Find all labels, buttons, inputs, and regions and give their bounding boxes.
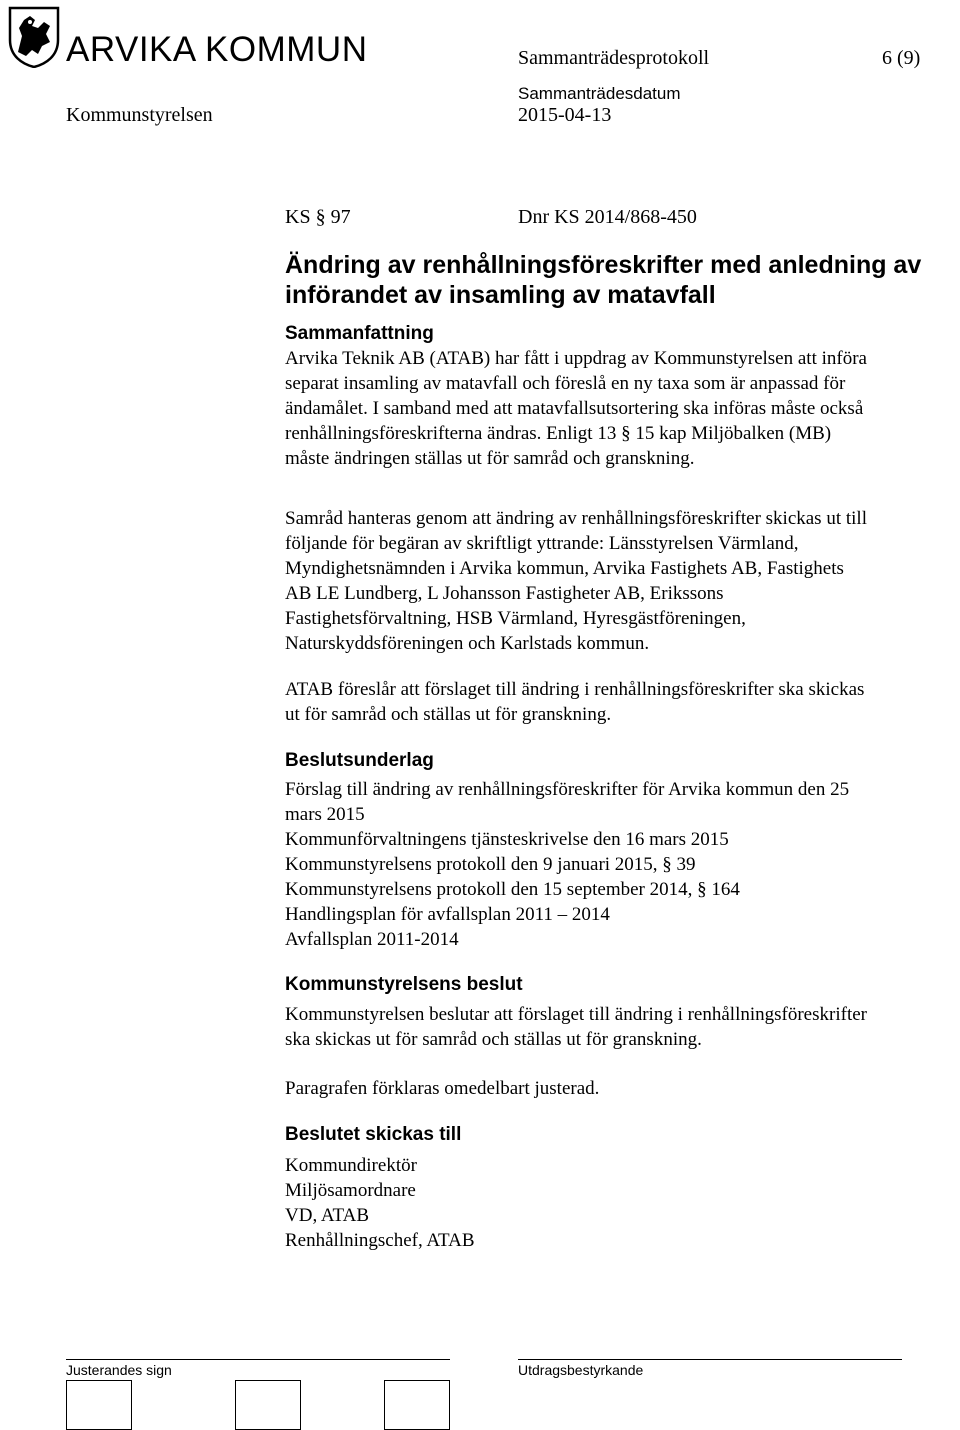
document-type: Sammanträdesprotokoll [518,47,710,69]
list-item: VD, ATAB [285,1205,369,1226]
signature-box [384,1380,450,1430]
list-item: Handlingsplan för avfallsplan 2011 – 2014 [285,904,610,925]
case-title [285,250,921,310]
summary-paragraph-2 [285,506,867,656]
signature-label: Justerandes sign [66,1362,172,1378]
meeting-date-label: Sammanträdesdatum [518,84,681,103]
section-heading-summary: Sammanfattning [285,323,434,344]
case-number: KS § 97 [285,206,351,228]
section-heading-decision: Kommunstyrelsens beslut [285,974,523,995]
text-line: Paragrafen förklaras omedelbart justerad. [285,1078,600,1099]
list-item: Kommunstyrelsens protokoll den 9 januari 2015, § 39 [285,854,696,875]
text-line: ATAB föreslår att förslaget till ändring i renhållningsföreskrifter ska skickas [285,679,865,700]
text-line: AB LE Lundberg, L Johansson Fastigheter AB, Erikssons [285,583,724,604]
distribution-list [285,1153,475,1253]
text-line: Naturskyddsföreningen och Karlstads kommun. [285,633,650,654]
summary-paragraph-1 [285,346,867,471]
committee-name: Kommunstyrelsen [66,104,213,126]
text-line: Arvika Teknik AB (ATAB) har fått i uppdrag av Kommunstyrelsen att införa [285,348,867,369]
signature-box [235,1380,301,1430]
list-item: Kommunstyrelsens protokoll den 15 september 2014, § 164 [285,879,740,900]
text-line: följande för begäran av skriftligt yttrande: Länsstyrelsen Värmland, [285,533,799,554]
case-title-line: Ändring av renhållningsföreskrifter med anledning av [285,251,922,279]
text-line: Kommunstyrelsen beslutar att förslaget till ändring i renhållningsföreskrifter [285,1004,867,1025]
meeting-date: 2015-04-13 [518,104,612,126]
text-line: Samråd hanteras genom att ändring av renhållningsföreskrifter skickas ut till [285,508,867,529]
text-line: separat insamling av matavfall och föreslå en ny taxa som är anpassad för [285,373,846,394]
list-item: Avfallsplan 2011-2014 [285,929,459,950]
decision-paragraph-2 [285,1076,599,1101]
text-line: ut för samråd och ställas ut för granskning. [285,704,612,725]
case-title-line: införandet av insamling av matavfall [285,281,716,309]
footer-rule-left [66,1359,450,1360]
logo-text: ARVIKA KOMMUN [66,30,368,69]
text-line: Myndighetsnämnden i Arvika kommun, Arvika Fastighets AB, Fastighets [285,558,844,579]
text-line: måste ändringen ställas ut för samråd och granskning. [285,448,695,469]
text-line: renhållningsföreskrifterna ändras. Enligt 13 § 15 kap Miljöbalken (MB) [285,423,832,444]
text-line: ska skickas ut för samråd och ställas ut för granskning. [285,1029,702,1050]
signature-box [66,1380,132,1430]
text-line: Fastighetsförvaltning, HSB Värmland, Hyresgästföreningen, [285,608,746,629]
footer-rule-right [518,1359,902,1360]
list-item: Kommunförvaltningens tjänsteskrivelse den 16 mars 2015 [285,829,729,850]
list-item: Miljösamordnare [285,1180,416,1201]
list-item: Kommundirektör [285,1155,417,1176]
list-item: Förslag till ändring av renhållningsföreskrifter för Arvika kommun den 25 [285,779,850,800]
section-heading-distribution: Beslutet skickas till [285,1124,462,1145]
page-number: 6 (9) [882,47,921,69]
summary-paragraph-3 [285,677,864,727]
coat-of-arms-icon [8,6,60,68]
text-line: ändamålet. I samband med att matavfallsutsortering ska införas måste också [285,398,864,419]
section-heading-basis: Beslutsunderlag [285,750,434,771]
list-item: Renhållningschef, ATAB [285,1230,475,1251]
list-item: mars 2015 [285,804,365,825]
case-dnr: Dnr KS 2014/868-450 [518,206,697,228]
decision-paragraph-1 [285,1002,867,1052]
certification-label: Utdragsbestyrkande [518,1362,644,1378]
basis-list [285,777,849,952]
